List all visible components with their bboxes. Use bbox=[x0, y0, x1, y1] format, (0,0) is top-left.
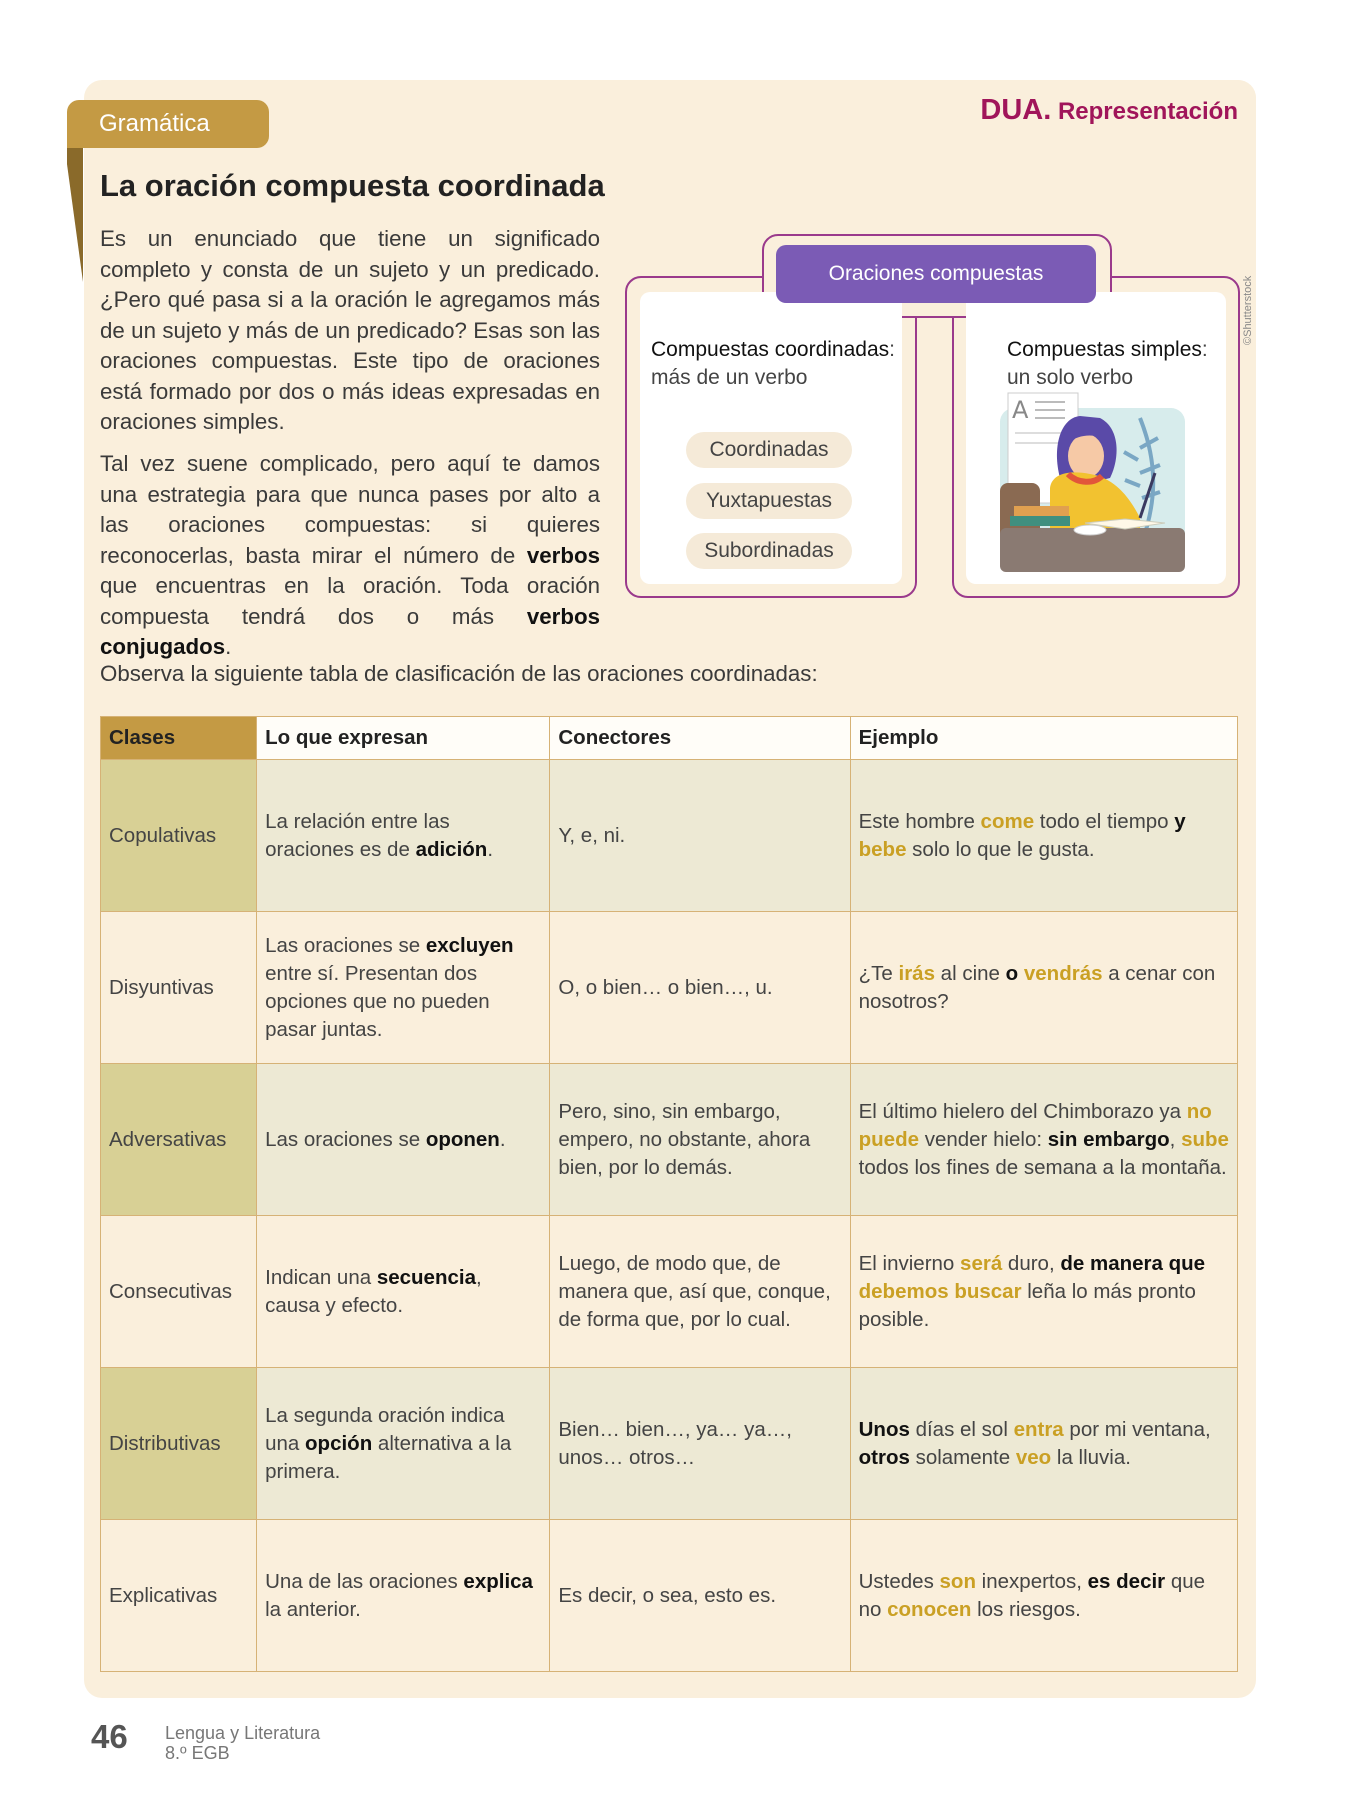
intro-paragraph-1: Es un enunciado que tiene un significado completo y consta de un sujeto y un predicado. ¿Pero qué pasa si a la oración le agregamos más de un sujeto y más de un predicado? Esas son las oraciones compuestas. Este tipo de oraciones está formado por dos o más ideas expresadas en oraciones simples. bbox=[100, 226, 600, 434]
connectors-cell: Es decir, o sea, esto es. bbox=[550, 1520, 850, 1672]
header-lo-que-expresan: Lo que expresan bbox=[257, 717, 550, 760]
connectors-cell: Bien… bien…, ya… ya…, unos… otros… bbox=[550, 1368, 850, 1520]
example-cell: El último hielero del Chimborazo ya no puede vender hielo: sin embargo, sube todos los fines de semana a la montaña. bbox=[850, 1064, 1237, 1216]
table-row bbox=[101, 1520, 1238, 1672]
meaning-cell: Indican una secuencia, causa y efecto. bbox=[257, 1216, 550, 1368]
photo-credit: ©Shutterstock bbox=[1242, 275, 1254, 345]
pill-coordinadas: Coordinadas bbox=[686, 432, 852, 468]
svg-text:A: A bbox=[1012, 396, 1029, 424]
example-cell: Unos días el sol entra por mi ventana, otros solamente veo la lluvia. bbox=[850, 1368, 1237, 1520]
header-clases: Clases bbox=[101, 717, 257, 760]
footer-subject: Lengua y Literatura 8.º EGB bbox=[165, 1723, 321, 1763]
diagram-top-label: Oraciones compuestas bbox=[776, 245, 1096, 303]
student-writing-illustration bbox=[990, 388, 1195, 582]
connectors-cell: Pero, sino, sin embargo, empero, no obstante, ahora bien, por lo demás. bbox=[550, 1064, 850, 1216]
meaning-cell: La segunda oración indica una opción alternativa a la primera. bbox=[257, 1368, 550, 1520]
table-row bbox=[101, 1064, 1238, 1216]
pill-yuxtapuestas: Yuxtapuestas bbox=[686, 483, 852, 519]
pill-subordinadas: Subordinadas bbox=[686, 533, 852, 569]
connectors-cell: Luego, de modo que, de manera que, así que, conque, de forma que, por lo cual. bbox=[550, 1216, 850, 1368]
diagram-left-label: Compuestas coordinadas: más de un verbo bbox=[651, 338, 895, 389]
page-title: La oración compuesta coordinada bbox=[100, 168, 605, 203]
table-row bbox=[101, 760, 1238, 912]
tab-fold bbox=[67, 148, 83, 282]
classification-table bbox=[100, 716, 1238, 1672]
table-intro: Observa la siguiente tabla de clasificación de las oraciones coordinadas: bbox=[100, 661, 818, 686]
example-cell: Ustedes son inexpertos, es decir que no conocen los riesgos. bbox=[850, 1520, 1237, 1672]
class-cell: Copulativas bbox=[101, 760, 257, 912]
table-row bbox=[101, 912, 1238, 1064]
dua-label: DUA. Representación bbox=[980, 94, 1238, 126]
class-cell: Disyuntivas bbox=[101, 912, 257, 1064]
diagram-right-label: Compuestas simples: un solo verbo bbox=[1007, 338, 1208, 389]
connectors-cell: Y, e, ni. bbox=[550, 760, 850, 912]
class-cell: Adversativas bbox=[101, 1064, 257, 1216]
meaning-cell: Las oraciones se oponen. bbox=[257, 1064, 550, 1216]
meaning-cell: Una de las oraciones explica la anterior. bbox=[257, 1520, 550, 1672]
table-row bbox=[101, 1368, 1238, 1520]
meaning-cell: La relación entre las oraciones es de adición. bbox=[257, 760, 550, 912]
example-cell: Este hombre come todo el tiempo y bebe solo lo que le gusta. bbox=[850, 760, 1237, 912]
header-ejemplo: Ejemplo bbox=[850, 717, 1237, 760]
page-number: 46 bbox=[91, 1718, 128, 1755]
meaning-cell: Las oraciones se excluyen entre sí. Presentan dos opciones que no pueden pasar juntas. bbox=[257, 912, 550, 1064]
example-cell: ¿Te irás al cine o vendrás a cenar con nosotros? bbox=[850, 912, 1237, 1064]
intro-paragraph-2: Tal vez suene complicado, pero aquí te damos una estrategia para que nunca pases por alto a las oraciones compuestas: si quieres reconocerlas, basta mirar el número de verbos que encuentras en la oración. Toda oración compuesta tendrá dos o más verbos conjugados. bbox=[100, 451, 600, 659]
table-row bbox=[101, 1216, 1238, 1368]
table-header-row bbox=[101, 717, 1238, 760]
class-cell: Consecutivas bbox=[101, 1216, 257, 1368]
class-cell: Distributivas bbox=[101, 1368, 257, 1520]
section-tab: Gramática bbox=[67, 100, 269, 148]
example-cell: El invierno será duro, de manera que debemos buscar leña lo más pronto posible. bbox=[850, 1216, 1237, 1368]
header-conectores: Conectores bbox=[550, 717, 850, 760]
class-cell: Explicativas bbox=[101, 1520, 257, 1672]
connectors-cell: O, o bien… o bien…, u. bbox=[550, 912, 850, 1064]
